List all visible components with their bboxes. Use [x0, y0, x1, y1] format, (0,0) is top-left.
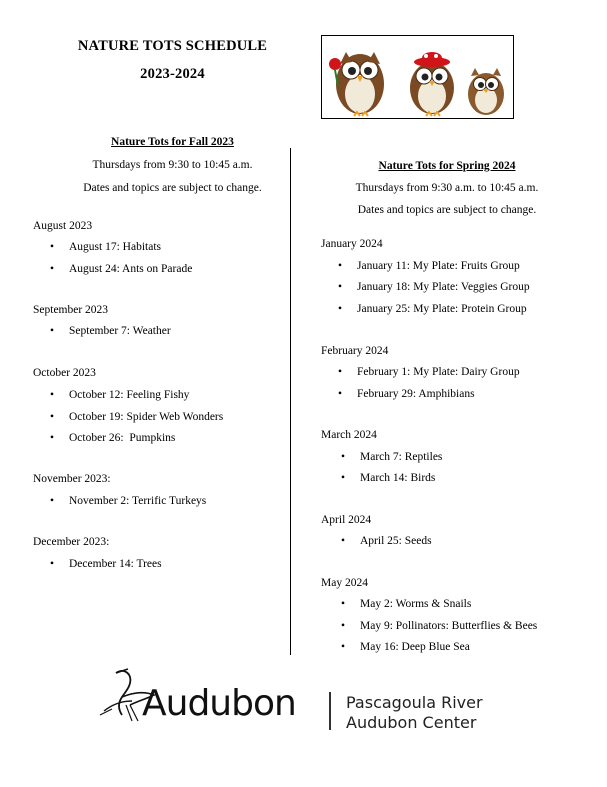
list-item: • April 25: Seeds — [341, 535, 432, 547]
list-item: • March 14: Birds — [341, 472, 436, 484]
bullet-icon: • — [50, 263, 55, 275]
bullet-icon: • — [50, 495, 55, 507]
spring-note: Dates and topics are subject to change. — [357, 204, 537, 216]
month-label: November 2023: — [33, 473, 111, 485]
list-item: • May 2: Worms & Snails — [341, 598, 472, 610]
audubon-logo — [96, 665, 516, 745]
list-item: • October 12: Feeling Fishy — [50, 389, 190, 401]
list-item: • January 25: My Plate: Protein Group — [338, 303, 527, 315]
month-label: March 2024 — [321, 429, 377, 441]
list-item: • March 7: Reptiles — [341, 451, 443, 463]
schedule-year: 2023-2024 — [140, 66, 205, 82]
list-item: • January 11: My Plate: Fruits Group — [338, 260, 520, 272]
bullet-icon: • — [341, 451, 346, 463]
month-label: October 2023 — [33, 367, 96, 379]
owls-icon — [322, 36, 514, 119]
list-item: • August 17: Habitats — [50, 241, 161, 253]
logo-separator — [329, 692, 331, 730]
list-item: • February 1: My Plate: Dairy Group — [338, 366, 520, 378]
bullet-icon: • — [341, 620, 346, 632]
logo-subtitle-line1: Pascagoula River — [346, 693, 483, 712]
list-item: • May 9: Pollinators: Butterflies & Bees — [341, 620, 538, 632]
fall-time: Thursdays from 9:30 to 10:45 a.m. — [92, 159, 253, 171]
list-item: • December 14: Trees — [50, 558, 162, 570]
bullet-icon: • — [50, 241, 55, 253]
list-item: • August 24: Ants on Parade — [50, 263, 193, 275]
list-item: • October 26: Pumpkins — [50, 432, 176, 444]
bullet-icon: • — [341, 535, 346, 547]
logo-subtitle-line2: Audubon Center — [346, 713, 477, 732]
bullet-icon: • — [341, 472, 346, 484]
spring-heading: Nature Tots for Spring 2024 — [378, 160, 516, 172]
spring-time: Thursdays from 9:30 a.m. to 10:45 a.m. — [355, 182, 539, 194]
month-label: August 2023 — [33, 220, 93, 232]
bullet-icon: • — [50, 325, 55, 337]
month-label: April 2024 — [321, 514, 372, 526]
bullet-icon: • — [50, 558, 55, 570]
bullet-icon: • — [338, 366, 343, 378]
fall-heading: Nature Tots for Fall 2023 — [111, 136, 234, 148]
owl-family-illustration — [321, 35, 514, 119]
bullet-icon: • — [338, 260, 343, 272]
list-item: • October 19: Spider Web Wonders — [50, 411, 224, 423]
bullet-icon: • — [341, 641, 346, 653]
month-label: February 2024 — [321, 345, 389, 357]
bullet-icon: • — [338, 303, 343, 315]
month-label: January 2024 — [321, 238, 383, 250]
bullet-icon: • — [338, 388, 343, 400]
bullet-icon: • — [338, 281, 343, 293]
bullet-icon: • — [341, 598, 346, 610]
bullet-icon: • — [50, 389, 55, 401]
list-item: • May 16: Deep Blue Sea — [341, 641, 470, 653]
bullet-icon: • — [50, 411, 55, 423]
month-label: May 2024 — [321, 577, 368, 589]
schedule-title: NATURE TOTS SCHEDULE — [77, 38, 268, 54]
list-item: • September 7: Weather — [50, 325, 171, 337]
audubon-wordmark: Audubon — [142, 683, 296, 724]
list-item: • November 2: Terrific Turkeys — [50, 495, 207, 507]
fall-note: Dates and topics are subject to change. — [83, 182, 262, 194]
month-label: December 2023: — [33, 536, 110, 548]
list-item: • February 29: Amphibians — [338, 388, 475, 400]
bullet-icon: • — [50, 432, 55, 444]
month-label: September 2023 — [33, 304, 109, 316]
list-item: • January 18: My Plate: Veggies Group — [338, 281, 530, 293]
column-divider — [290, 148, 291, 655]
